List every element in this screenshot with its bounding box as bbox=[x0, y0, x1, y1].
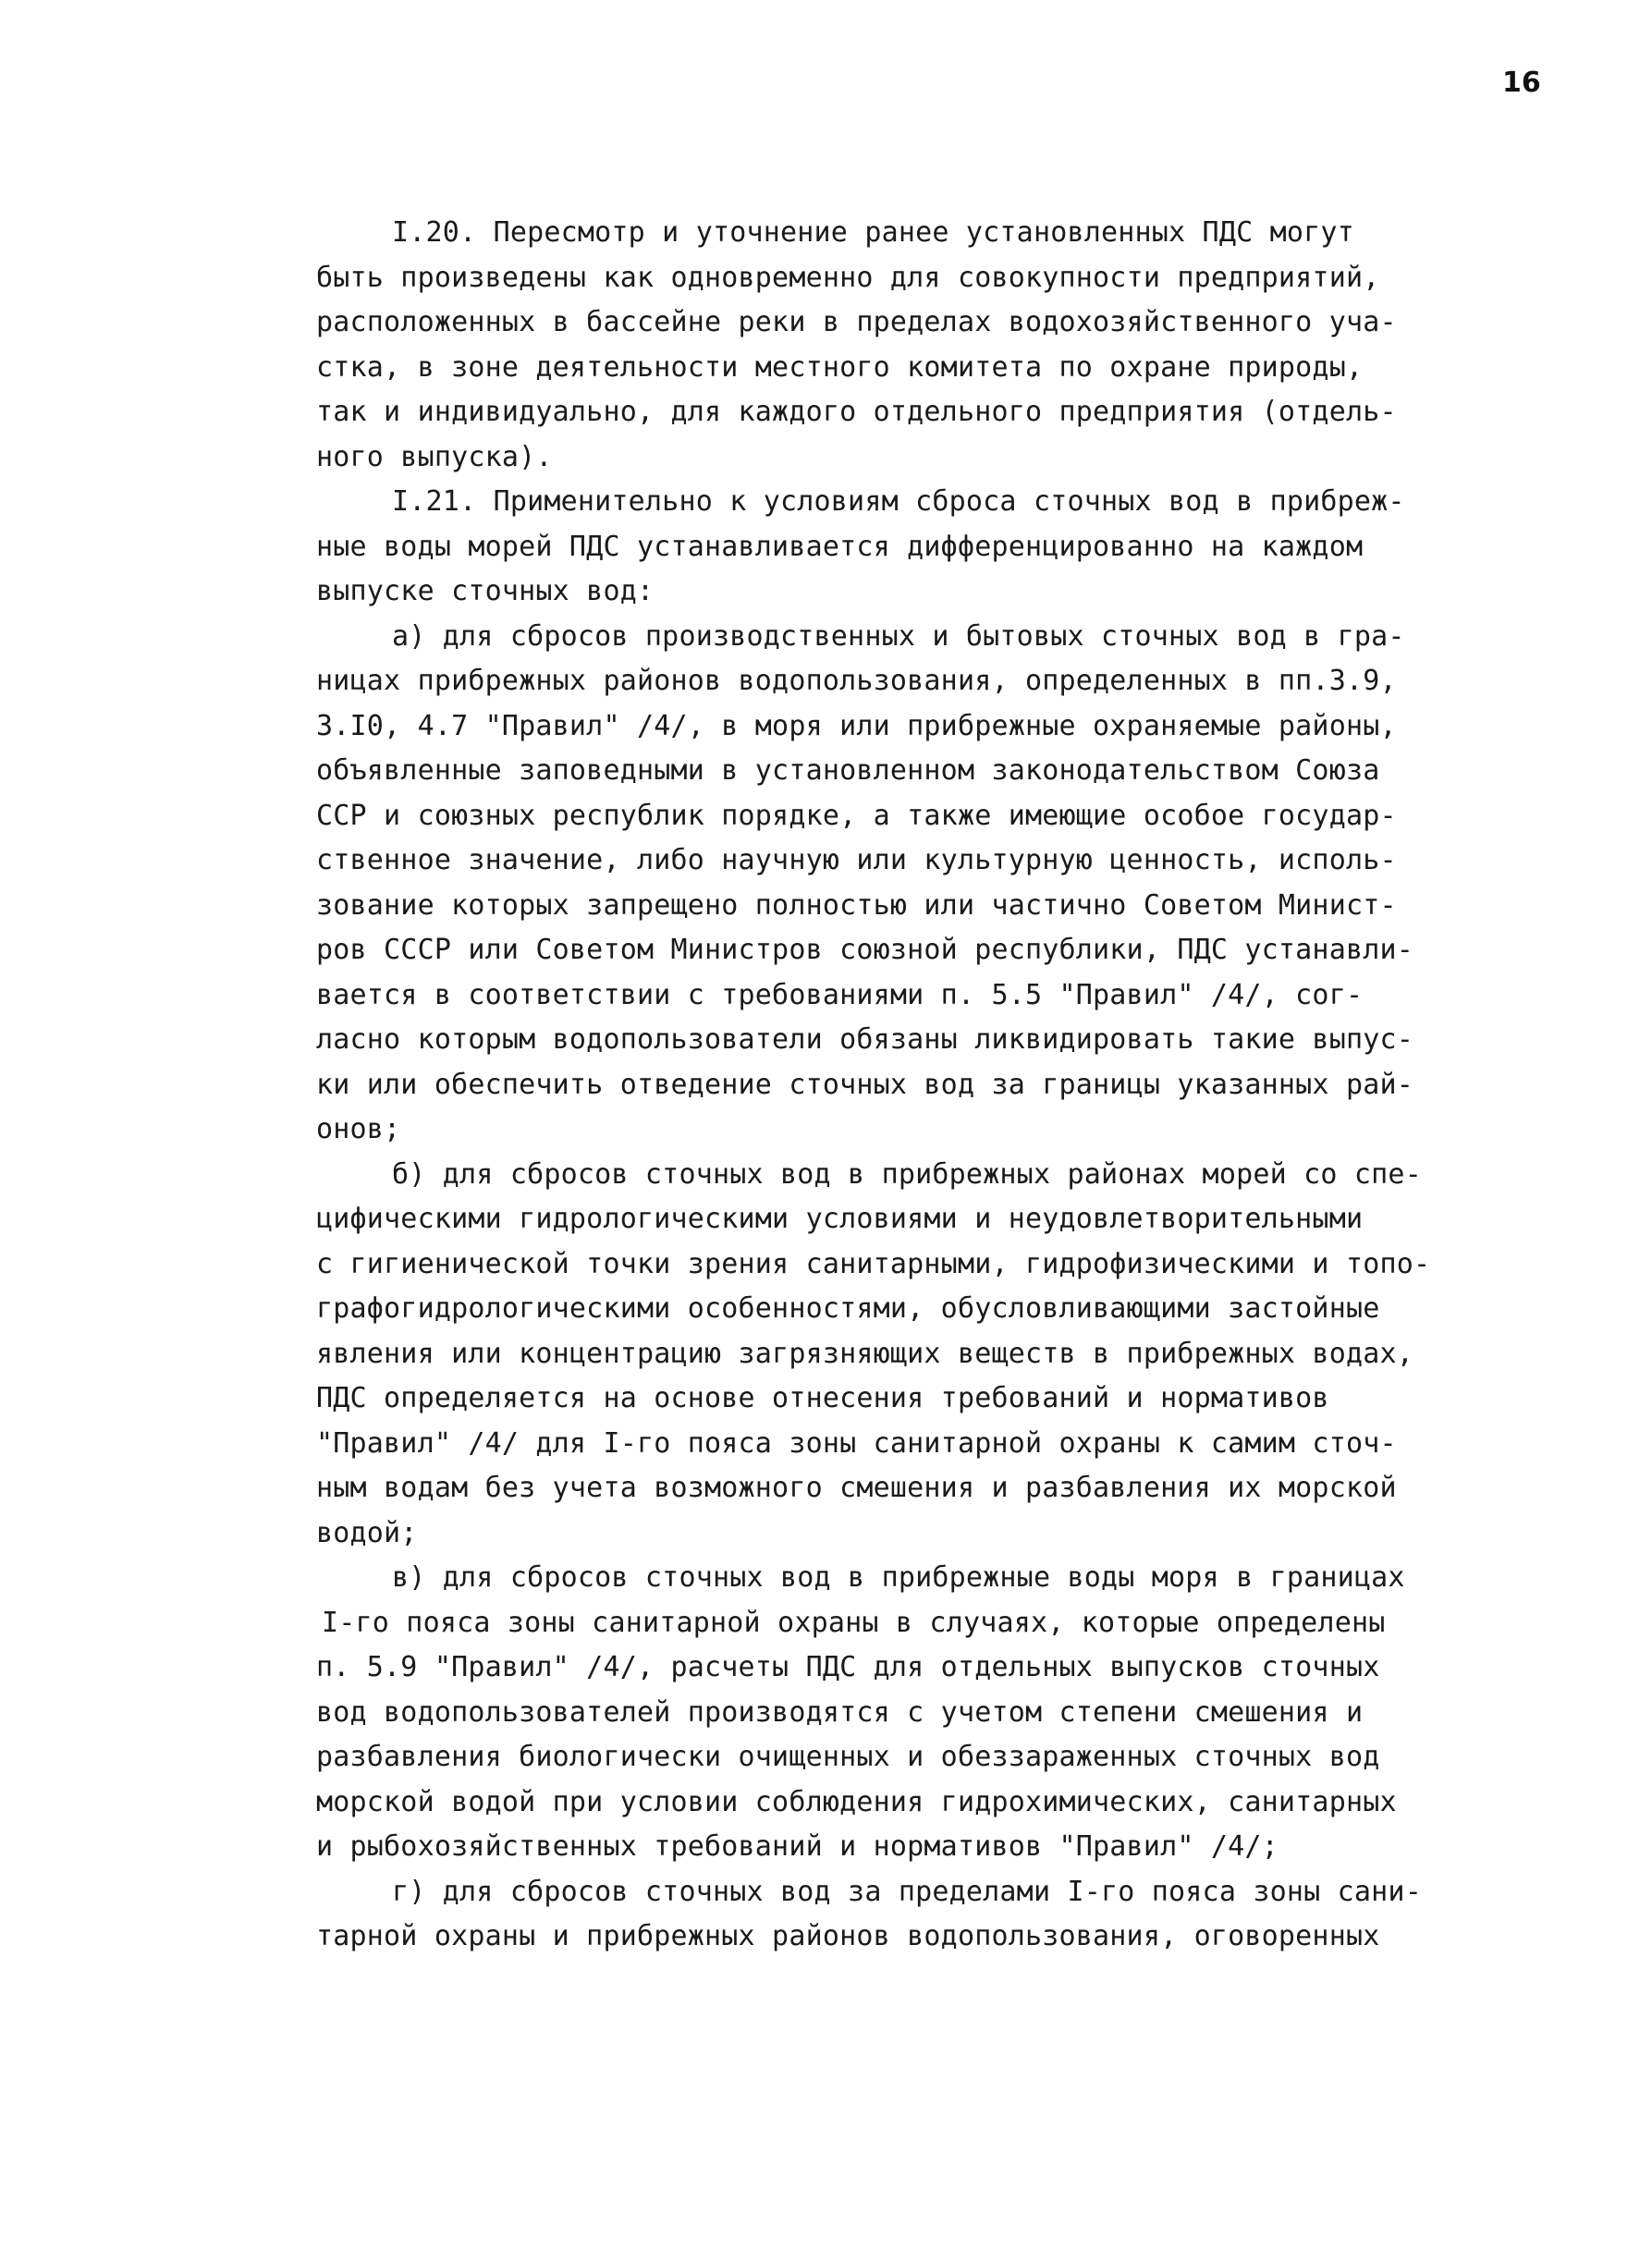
text-line: ницах прибрежных районов водопользования, определенных в пп.3.9, bbox=[316, 665, 1397, 697]
text-line: разбавления биологически очищенных и обеззараженных сточных вод bbox=[316, 1741, 1380, 1773]
text-line: ПДС определяется на основе отнесения требований и нормативов bbox=[316, 1382, 1329, 1414]
text-line: и рыбохозяйственных требований и нормативов "Правил" /4/; bbox=[316, 1830, 1279, 1863]
text-line: г) для сбросов сточных вод за пределами I-го пояса зоны сани- bbox=[392, 1875, 1422, 1908]
text-line: ССР и союзных республик порядке, а также имеющие особое государ- bbox=[316, 799, 1397, 832]
text-line: выпуске сточных вод: bbox=[316, 575, 655, 607]
text-line: п. 5.9 "Правил" /4/, расчеты ПДС для отдельных выпусков сточных bbox=[316, 1651, 1380, 1683]
text-line: морской водой при условии соблюдения гидрохимических, санитарных bbox=[316, 1785, 1397, 1818]
text-line: онов; bbox=[316, 1113, 401, 1145]
text-line: I.20. Пересмотр и уточнение ранее установленных ПДС могут bbox=[392, 216, 1354, 249]
text-line: графогидрологическими особенностями, обусловливающими застойные bbox=[316, 1292, 1380, 1325]
page-number: 16 bbox=[1502, 67, 1541, 99]
text-line: I.21. Применительно к условиям сброса сточных вод в прибреж- bbox=[392, 485, 1405, 518]
text-line: б) для сбросов сточных вод в прибрежных районах морей со спе- bbox=[392, 1157, 1422, 1191]
text-line: ласно которым водопользователи обязаны ликвидировать такие выпус- bbox=[316, 1023, 1413, 1056]
text-line: ным водам без учета возможного смешения и разбавления их морской bbox=[316, 1472, 1397, 1504]
text-line: ного выпуска). bbox=[316, 440, 553, 473]
text-line: а) для сбросов производственных и бытовых сточных вод в гра- bbox=[392, 619, 1405, 653]
text-line: ные воды морей ПДС устанавливается дифференцированно на каждом bbox=[316, 530, 1364, 563]
text-line: с гигиенической точки зрения санитарными, гидрофизическими и топо- bbox=[316, 1247, 1431, 1280]
text-line: явления или концентрацию загрязняющих веществ в прибрежных водах, bbox=[316, 1337, 1413, 1370]
text-line: "Правил" /4/ для I-го пояса зоны санитарной охраны к самим сточ- bbox=[316, 1426, 1397, 1460]
text-line: стка, в зоне деятельности местного комитета по охране природы, bbox=[316, 350, 1364, 384]
text-line: зование которых запрещено полностью или частично Советом Минист- bbox=[316, 888, 1397, 922]
text-line: тарной охраны и прибрежных районов водопользования, оговоренных bbox=[316, 1920, 1380, 1952]
text-line: расположенных в бассейне реки в пределах водохозяйственного уча- bbox=[316, 306, 1397, 338]
text-line: в) для сбросов сточных вод в прибрежные воды моря в границах bbox=[392, 1561, 1405, 1594]
text-line: вод водопользователей производятся с учетом степени смешения и bbox=[316, 1695, 1364, 1729]
body-text bbox=[316, 211, 1509, 1960]
text-line: вается в соответствии с требованиями п. 5.5 "Правил" /4/, сог- bbox=[316, 978, 1364, 1011]
text-line: I-го пояса зоны санитарной охраны в случаях, которые определены bbox=[322, 1606, 1386, 1639]
text-line: объявленные заповедными в установленном законодательством Союза bbox=[316, 754, 1380, 787]
text-line: так и индивидуально, для каждого отдельного предприятия (отдель- bbox=[316, 396, 1397, 428]
text-line: цифическими гидрологическими условиями и неудовлетворительными bbox=[316, 1203, 1364, 1235]
text-line: быть произведены как одновременно для совокупности предприятий, bbox=[316, 261, 1380, 294]
text-line: ки или обеспечить отведение сточных вод за границы указанных рай- bbox=[316, 1068, 1413, 1101]
text-line: ственное значение, либо научную или культурную ценность, исполь- bbox=[316, 844, 1397, 876]
text-line: водой; bbox=[316, 1516, 418, 1549]
text-line: ров СССР или Советом Министров союзной республики, ПДС устанавли- bbox=[316, 934, 1413, 966]
text-line: 3.I0, 4.7 "Правил" /4/, в моря или прибрежные охраняемые районы, bbox=[316, 709, 1397, 742]
